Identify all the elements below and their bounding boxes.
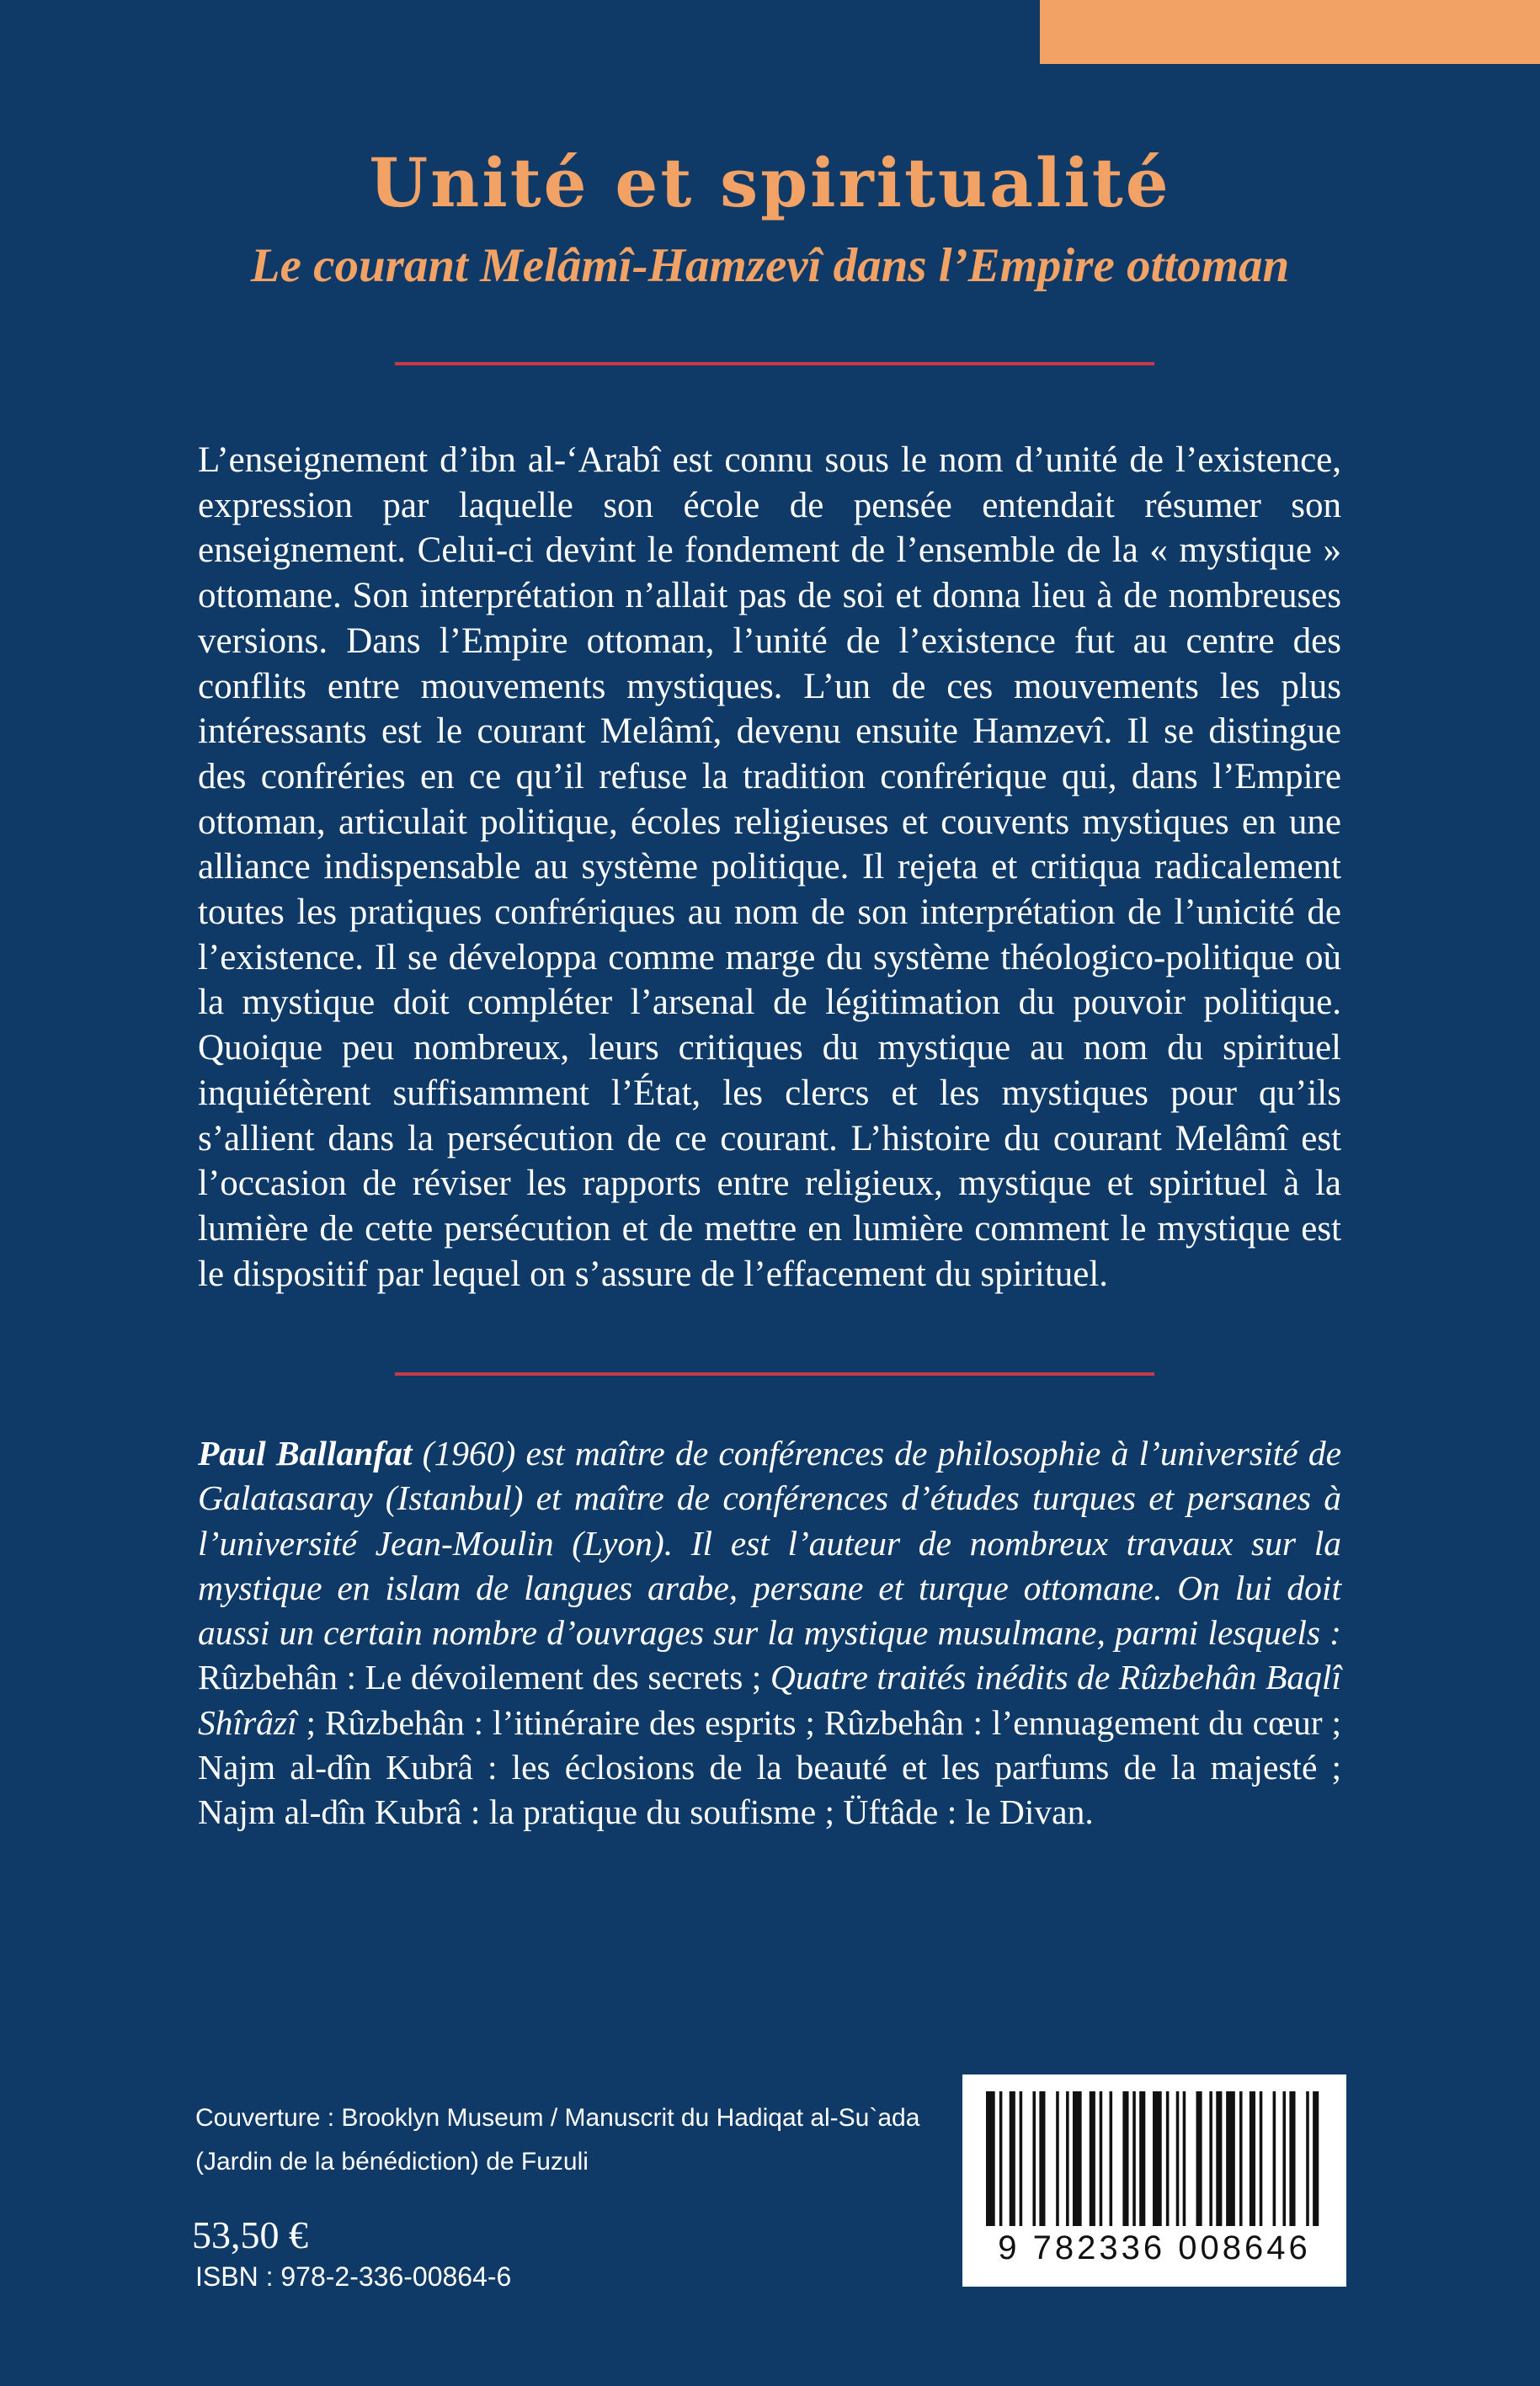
barcode-bar: [1139, 2091, 1145, 2226]
author-name: Paul Ballanfat: [198, 1434, 413, 1473]
barcode-bar: [1209, 2091, 1212, 2226]
barcode-bar: [1153, 2091, 1162, 2226]
book-title: Unité et spiritualité: [369, 143, 1171, 222]
barcode-bar: [1020, 2091, 1023, 2226]
barcode-bar: [986, 2091, 995, 2226]
cover-credit-line-2: (Jardin de la bénédiction) de Fuzuli: [195, 2148, 589, 2176]
divider-middle: [395, 1372, 1154, 1376]
barcode-bars: [986, 2091, 1323, 2226]
author-bio: [198, 1431, 1341, 1835]
barcode-bar: [1090, 2091, 1095, 2226]
barcode-bar: [1110, 2091, 1113, 2226]
barcode-bar: [1250, 2091, 1255, 2226]
barcode-bar: [1032, 2091, 1036, 2226]
barcode-bar: [999, 2091, 1003, 2226]
barcode-bar: [1122, 2091, 1128, 2226]
barcode-bar: [1010, 2091, 1015, 2226]
barcode-bar: [1176, 2091, 1180, 2226]
barcode-bar: [1216, 2091, 1222, 2226]
barcode-bar: [1226, 2091, 1235, 2226]
barcode: [962, 2074, 1346, 2287]
book-subtitle: Le courant Melâmî-Hamzevî dans l’Empire ottoman: [250, 239, 1290, 292]
barcode-bar: [1132, 2091, 1136, 2226]
barcode-bar: [1306, 2091, 1309, 2226]
divider-top: [395, 362, 1154, 365]
barcode-bar: [1273, 2091, 1276, 2226]
barcode-bar: [1260, 2091, 1263, 2226]
barcode-bar: [1073, 2091, 1082, 2226]
author-works-1: Rûzbehân : Le dévoilement des secrets ;: [198, 1658, 770, 1697]
barcode-bar: [1313, 2091, 1319, 2226]
price: 53,50 €: [192, 2213, 308, 2256]
cover-credit-line-1: Couverture : Brooklyn Museum / Manuscrit du Hadiqat al-Su`ada: [195, 2104, 920, 2132]
barcode-bar: [1282, 2091, 1286, 2226]
corner-color-tab: [1040, 0, 1540, 64]
barcode-bar: [1239, 2091, 1243, 2226]
barcode-bar: [1039, 2091, 1045, 2226]
barcode-bar: [1066, 2091, 1069, 2226]
barcode-bar: [1289, 2091, 1295, 2226]
author-bio-intro: (1960) est maître de conférences de philosophie à l’université de Galatasaray (Istanbul) et maître de conférences d’études turques et persanes à l’université Jean-Moulin (Lyon). Il est l’auteur de nombreux travaux sur la mystique en islam de langues arabe, persane et turque ottomane. On lui doit aussi un certain nombre d’ouvrages sur la mystique musulmane, parmi lesquels :: [198, 1434, 1341, 1653]
barcode-bar: [1056, 2091, 1059, 2226]
barcode-bar: [1196, 2091, 1202, 2226]
author-works-2: ; Rûzbehân : l’itinéraire des esprits ; Rûzbehân : l’ennuagement du cœur ; Najm al-dîn Kubrâ : les éclosions de la beauté et les parfums de la majesté ; Najm al-dîn Kubrâ : la pratique du soufisme ; Üftâde : le Divan.: [198, 1702, 1341, 1832]
book-blurb: L’enseignement d’ibn al-‘Arabî est connu sous le nom d’unité de l’existence, expression par laquelle son école de pensée entendait résumer son enseignement. Celui-ci devint le fondement de l’ensemble de la « mystique » ottomane. Son interprétation n’allait pas de soi et donna lieu à de nombreuses versions. Dans l’Empire ottoman, l’unité de l’existence fut au centre des conflits entre mouvements mystiques. L’un de ces mouvements les plus intéressants est le courant Melâmî, devenu ensuite Hamzevî. Il se distingue des confréries en ce qu’il refuse la tradition confrérique qui, dans l’Empire ottoman, articulait politique, écoles religieuses et couvents mystiques en une alliance indispensable au système politique. Il rejeta et critiqua radicalement toutes les pratiques confrériques au nom de son interprétation de l’unicité de l’existence. Il se développa comme marge du système théologico-politique où la mystique doit compléter l’arsenal de légitimation du pouvoir politique. Quoique peu nombreux, leurs critiques du mystique au nom du spirituel inquiétèrent suffisamment l’État, les clercs et les mystiques pour qu’ils s’allient dans la persécution de ce courant. L’histoire du courant Melâmî est l’occasion de réviser les rapports entre religieux, mystique et spirituel à la lumière de cette persécution et de mettre en lumière comment le mystique est le dispositif par lequel on s’assure de l’effacement du spirituel.: [198, 440, 1341, 1294]
isbn: ISBN : 978-2-336-00864-6: [195, 2261, 512, 2292]
barcode-bar: [1166, 2091, 1170, 2226]
barcode-bar: [1100, 2091, 1103, 2226]
cover-credit: [195, 2096, 936, 2184]
barcode-bar: [1183, 2091, 1186, 2226]
barcode-digits: 9 782336 008646: [998, 2229, 1311, 2266]
author-works-italic: Quatre traités inédits de Rûzbehân Baqlî Shîrâzî: [198, 1658, 1341, 1742]
